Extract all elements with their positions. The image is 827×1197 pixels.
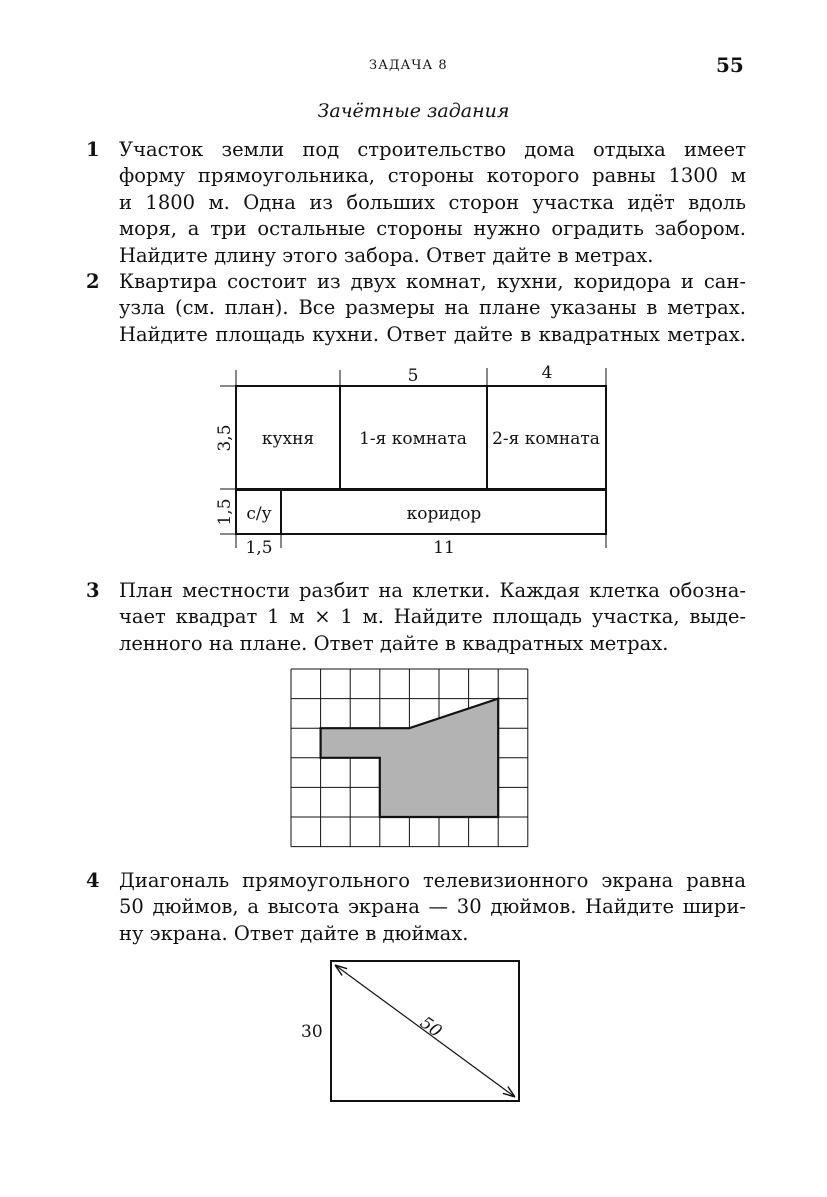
grid-plan (290, 668, 532, 850)
room-label-room1: 1-я комната (359, 429, 467, 449)
task-text (119, 578, 746, 657)
room-label-room2: 2-я комната (492, 429, 600, 449)
dimension-label: 3,5 (215, 424, 235, 452)
floor-plan (200, 358, 620, 563)
dimension-label: 5 (407, 366, 419, 386)
task-1 (86, 137, 746, 269)
text-line: План местности разбит на клетки. Каждая клетка обозна- (119, 579, 746, 602)
text-line: 50 дюймов, а высота экрана — 30 дюймов. Найдите шири- (119, 895, 746, 919)
text-line: форму прямоугольника, стороны которого равны 1300 м (119, 164, 746, 188)
text-line: ну экрана. Ответ дайте в дюймах. (119, 921, 469, 945)
text-line: Участок земли под строительство дома отдыха имеет (119, 138, 746, 161)
text-line: и 1800 м. Одна из больших сторон участка идёт вдоль (119, 190, 746, 214)
text-line: ленного на плане. Ответ дайте в квадратных метрах. (119, 631, 669, 655)
dimension-label: 1,5 (215, 498, 235, 526)
room-label-kitchen: кухня (261, 429, 315, 449)
text-line: узла (см. план). Все размеры на плане указаны в метрах. (119, 296, 746, 320)
section-title: Зачётные задания (317, 100, 510, 122)
task-number: 2 (86, 270, 100, 293)
running-header: ЗАДАЧА 8 (369, 58, 448, 73)
task-text (119, 269, 746, 348)
task-number: 3 (86, 579, 100, 602)
dimension-label: 11 (433, 538, 455, 558)
dimension-label: 4 (541, 363, 553, 383)
text-line: Найдите площадь кухни. Ответ дайте в квадратных метрах. (119, 322, 746, 346)
text-line: Диагональ прямоугольного телевизионного экрана равна (119, 869, 746, 892)
text-line: моря, а три остальные стороны нужно оградить забором. (119, 217, 746, 241)
room-label-corridor: коридор (406, 504, 482, 524)
task-number: 4 (86, 869, 100, 892)
task-2 (86, 269, 746, 348)
task-4 (86, 868, 746, 947)
tv-screen-diagram (295, 955, 525, 1107)
diagonal-label: 50 (416, 1012, 446, 1042)
task-number: 1 (86, 138, 100, 161)
task-3 (86, 578, 746, 657)
task-text (119, 868, 746, 947)
page-number: 55 (716, 53, 744, 77)
text-line: Найдите длину этого забора. Ответ дайте в метрах. (119, 243, 654, 267)
text-line: чает квадрат 1 м × 1 м. Найдите площадь участка, выде- (119, 605, 746, 629)
room-label-bathroom: с/у (246, 504, 272, 524)
dimension-label: 1,5 (245, 538, 273, 558)
text-line: Квартира состоит из двух комнат, кухни, коридора и сан- (119, 270, 746, 293)
task-text (119, 137, 746, 269)
height-label: 30 (301, 1022, 323, 1042)
